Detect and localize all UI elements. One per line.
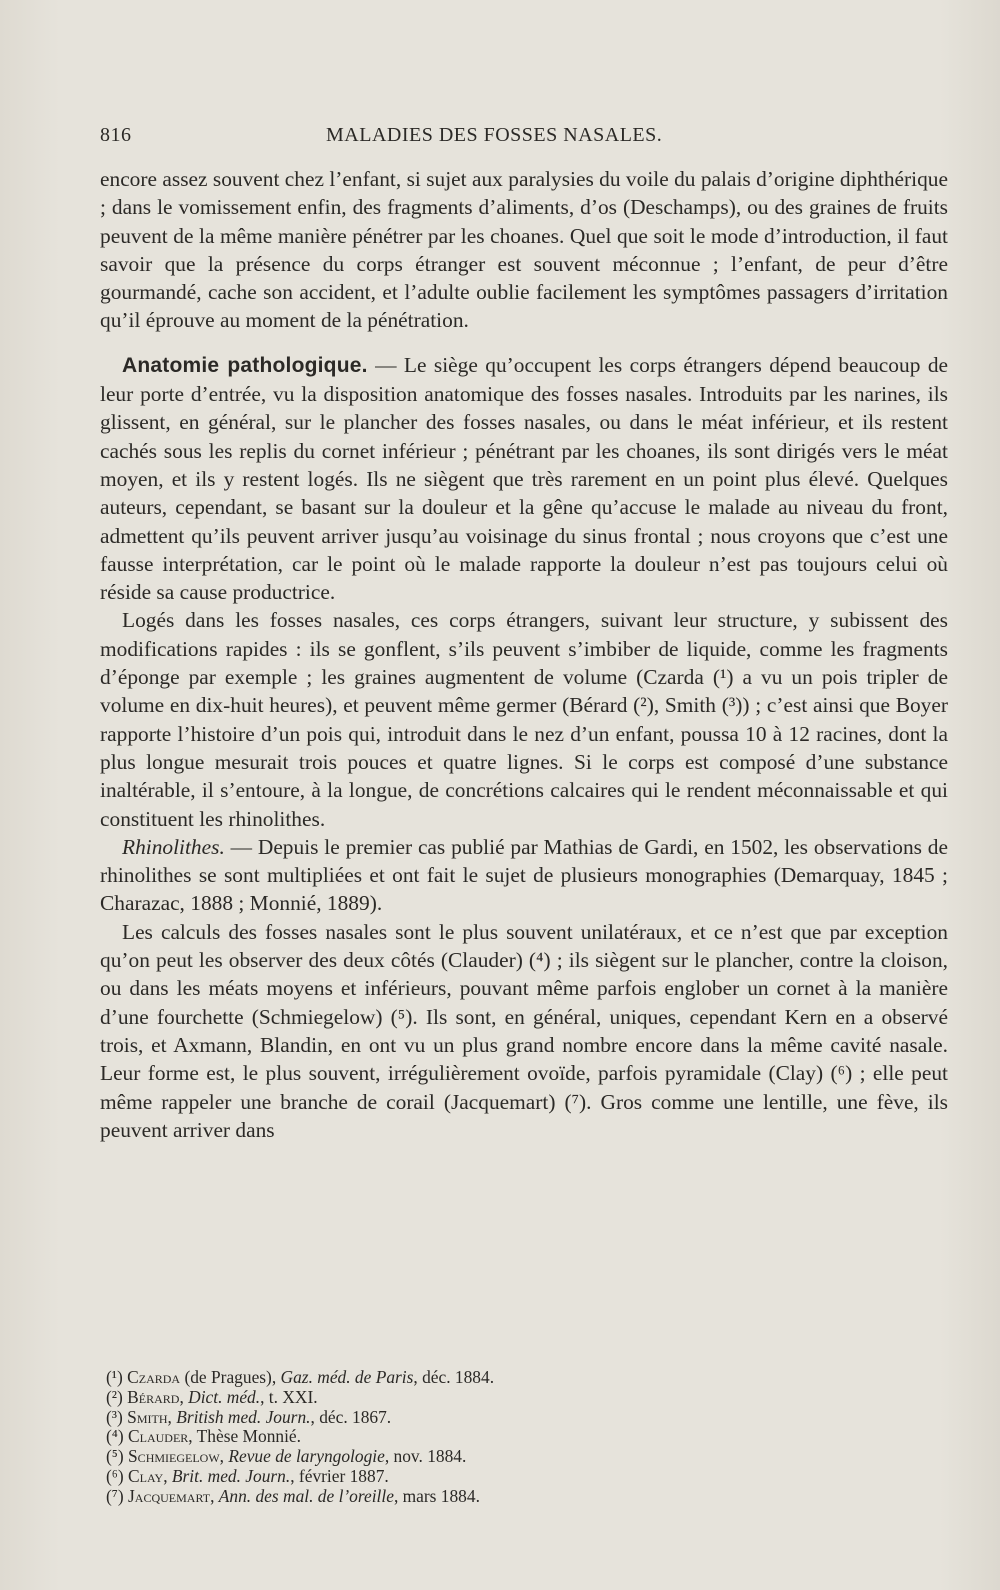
footnote: [106, 1388, 706, 1408]
paragraph-intro: [100, 165, 948, 335]
paragraph-calculs: [100, 918, 948, 1144]
footnote-author: Schmiegelow: [128, 1446, 220, 1467]
page-header: [100, 124, 948, 154]
footnote-text: , Thèse Monnié.: [188, 1426, 301, 1447]
footnote-text: ,: [163, 1465, 172, 1486]
subsection-lead: Rhinolithes.: [122, 834, 225, 859]
paragraph-rhinolithes: [100, 833, 948, 918]
footnote: [106, 1467, 706, 1487]
footnote-mark: (³): [106, 1406, 123, 1427]
page-number: 816: [100, 124, 132, 146]
footnote: [106, 1427, 706, 1447]
footnote-work: Ann. des mal. de l’oreille: [218, 1485, 394, 1506]
footnote-tail: , déc. 1884.: [413, 1367, 495, 1387]
footnote-mark: (⁷): [106, 1485, 124, 1506]
footnotes: [106, 1368, 706, 1507]
footnote: [106, 1447, 706, 1467]
section-heading: Anatomie pathologique.: [122, 353, 368, 377]
footnote-work: Revue de laryngologie: [228, 1446, 385, 1467]
paragraph-text: — Depuis le premier cas publié par Mathias de Gardi, en 1502, les observations de rhinolithes se sont multipliées et ont fait le sujet de plusieurs monographies (Demarquay, 1845 ; Charazac, 1888 ; Monnié, 1889).: [100, 834, 948, 916]
footnote-mark: (⁴): [106, 1426, 124, 1447]
footnote-mark: (⁵): [106, 1446, 124, 1467]
footnote-tail: , nov. 1884.: [384, 1446, 467, 1467]
paragraph-text: — Le siège qu’occupent les corps étrangers dépend beaucoup de leur porte d’entrée, vu la disposition anatomique des fosses nasales. Introduits par les narines, ils glissent, en général, sur le plancher des fosses nasales, ou dans le méat inférieur, et ils restent cachés sous les replis du cornet inférieur ; pénétrant par les choanes, ils sont dirigés vers le méat moyen, et ils y restent logés. Ils ne siègent que très rarement en un point plus élevé. Quelques auteurs, cependant, se basant sur la douleur et la gêne qu’accuse le malade au niveau du front, admettent qu’ils peuvent arriver jusqu’au voisinage du sinus frontal ; nous croyons que c’est une fausse interprétation, car le point où le malade rapporte la douleur n’est pas toujours celui où réside sa cause productrice.: [100, 352, 949, 605]
footnote-text: ,: [210, 1485, 219, 1506]
footnote-work: Dict. méd.: [188, 1386, 261, 1407]
footnote-text: (de Pragues),: [180, 1367, 281, 1387]
paragraph-text: encore assez souvent chez l’enfant, si sujet aux paralysies du voile du palais d’origine diphthérique ; dans le vomissement enfin, des fragments d’aliments, d’os (Deschamps), ou des graines de fruits peuvent de la même manière pénétrer par les choanes. Quel que soit le mode d’introduction, il faut savoir que la présence du corps étranger est souvent méconnue ; l’enfant, de peur d’être gourmandé, cache son accident, et l’adulte oublie facilement les symptômes passagers d’irritation qu’il éprouve au moment de la pénétration.: [100, 167, 948, 333]
body-text: [100, 165, 948, 1144]
footnote: [106, 1487, 706, 1507]
footnote-mark: (²): [106, 1386, 123, 1407]
footnote-mark: (¹): [106, 1367, 123, 1387]
footnote: [106, 1368, 706, 1388]
footnote-work: Gaz. méd. de Paris: [280, 1367, 414, 1387]
footnote-tail: , déc. 1867.: [310, 1406, 392, 1427]
paragraph-modifications: [100, 606, 948, 832]
footnote-mark: (⁶): [106, 1465, 124, 1486]
paragraph-text: Les calculs des fosses nasales sont le plus souvent unilatéraux, et ce n’est que par exception qu’on peut les observer des deux côtés (Clauder) (⁴) ; ils siègent sur le plancher, contre la cloison, ou dans les méats moyens et inférieurs, pouvant même parfois englober un cornet à la manière d’une fourchette (Schmiegelow) (⁵). Ils sont, en général, uniques, cependant Kern en a observé trois, et Axmann, Blandin, en ont vu un plus grand nombre encore dans la même cavité nasale. Leur forme est, le plus souvent, irrégulièrement ovoïde, parfois pyramidale (Clay) (⁶) ; elle peut même rappeler une branche de corail (Jacquemart) (⁷). Gros comme une lentille, une fève, ils peuvent arriver dans: [100, 919, 948, 1142]
footnote-author: Clauder: [128, 1426, 189, 1447]
footnote-author: Czarda: [127, 1367, 181, 1387]
footnote-author: Smith: [127, 1406, 168, 1427]
footnote-work: British med. Journ.: [176, 1406, 311, 1427]
footnote-tail: , février 1887.: [290, 1465, 389, 1486]
footnote-tail: , mars 1884.: [393, 1485, 480, 1506]
running-title: MALADIES DES FOSSES NASALES.: [326, 124, 663, 146]
footnote-author: Jacquemart: [128, 1485, 211, 1506]
paragraph-anatomie: [100, 351, 948, 607]
footnote-work: Brit. med. Journ.: [171, 1465, 291, 1486]
footnote-text: ,: [167, 1406, 177, 1427]
footnote-text: ,: [219, 1446, 229, 1467]
footnote-text: ,: [179, 1386, 189, 1407]
paragraph-text: Logés dans les fosses nasales, ces corps étrangers, suivant leur structure, y subissent des modifications rapides : ils se gonflent, s’ils peuvent s’imbiber de liquide, comme les fragments d’éponge par exemple ; les graines augmentent de volume (Czarda (¹) a vu un pois tripler de volume en dix-huit heures), et peuvent même germer (Bérard (²), Smith (³)) ; c’est ainsi que Boyer rapporte l’histoire d’un pois qui, introduit dans le nez d’un enfant, poussa 10 à 12 racines, dont la plus longue mesurait trois pouces et quatre lignes. Si le corps est composé d’une substance inaltérable, il s’entoure, à la longue, de concrétions calcaires qui le rendent méconnaissable et qui constituent les rhinolithes.: [100, 608, 948, 831]
footnote-author: Bérard: [127, 1386, 180, 1407]
footnote-tail: , t. XXI.: [260, 1386, 318, 1407]
footnote-author: Clay: [128, 1465, 164, 1486]
footnote: [106, 1408, 706, 1428]
